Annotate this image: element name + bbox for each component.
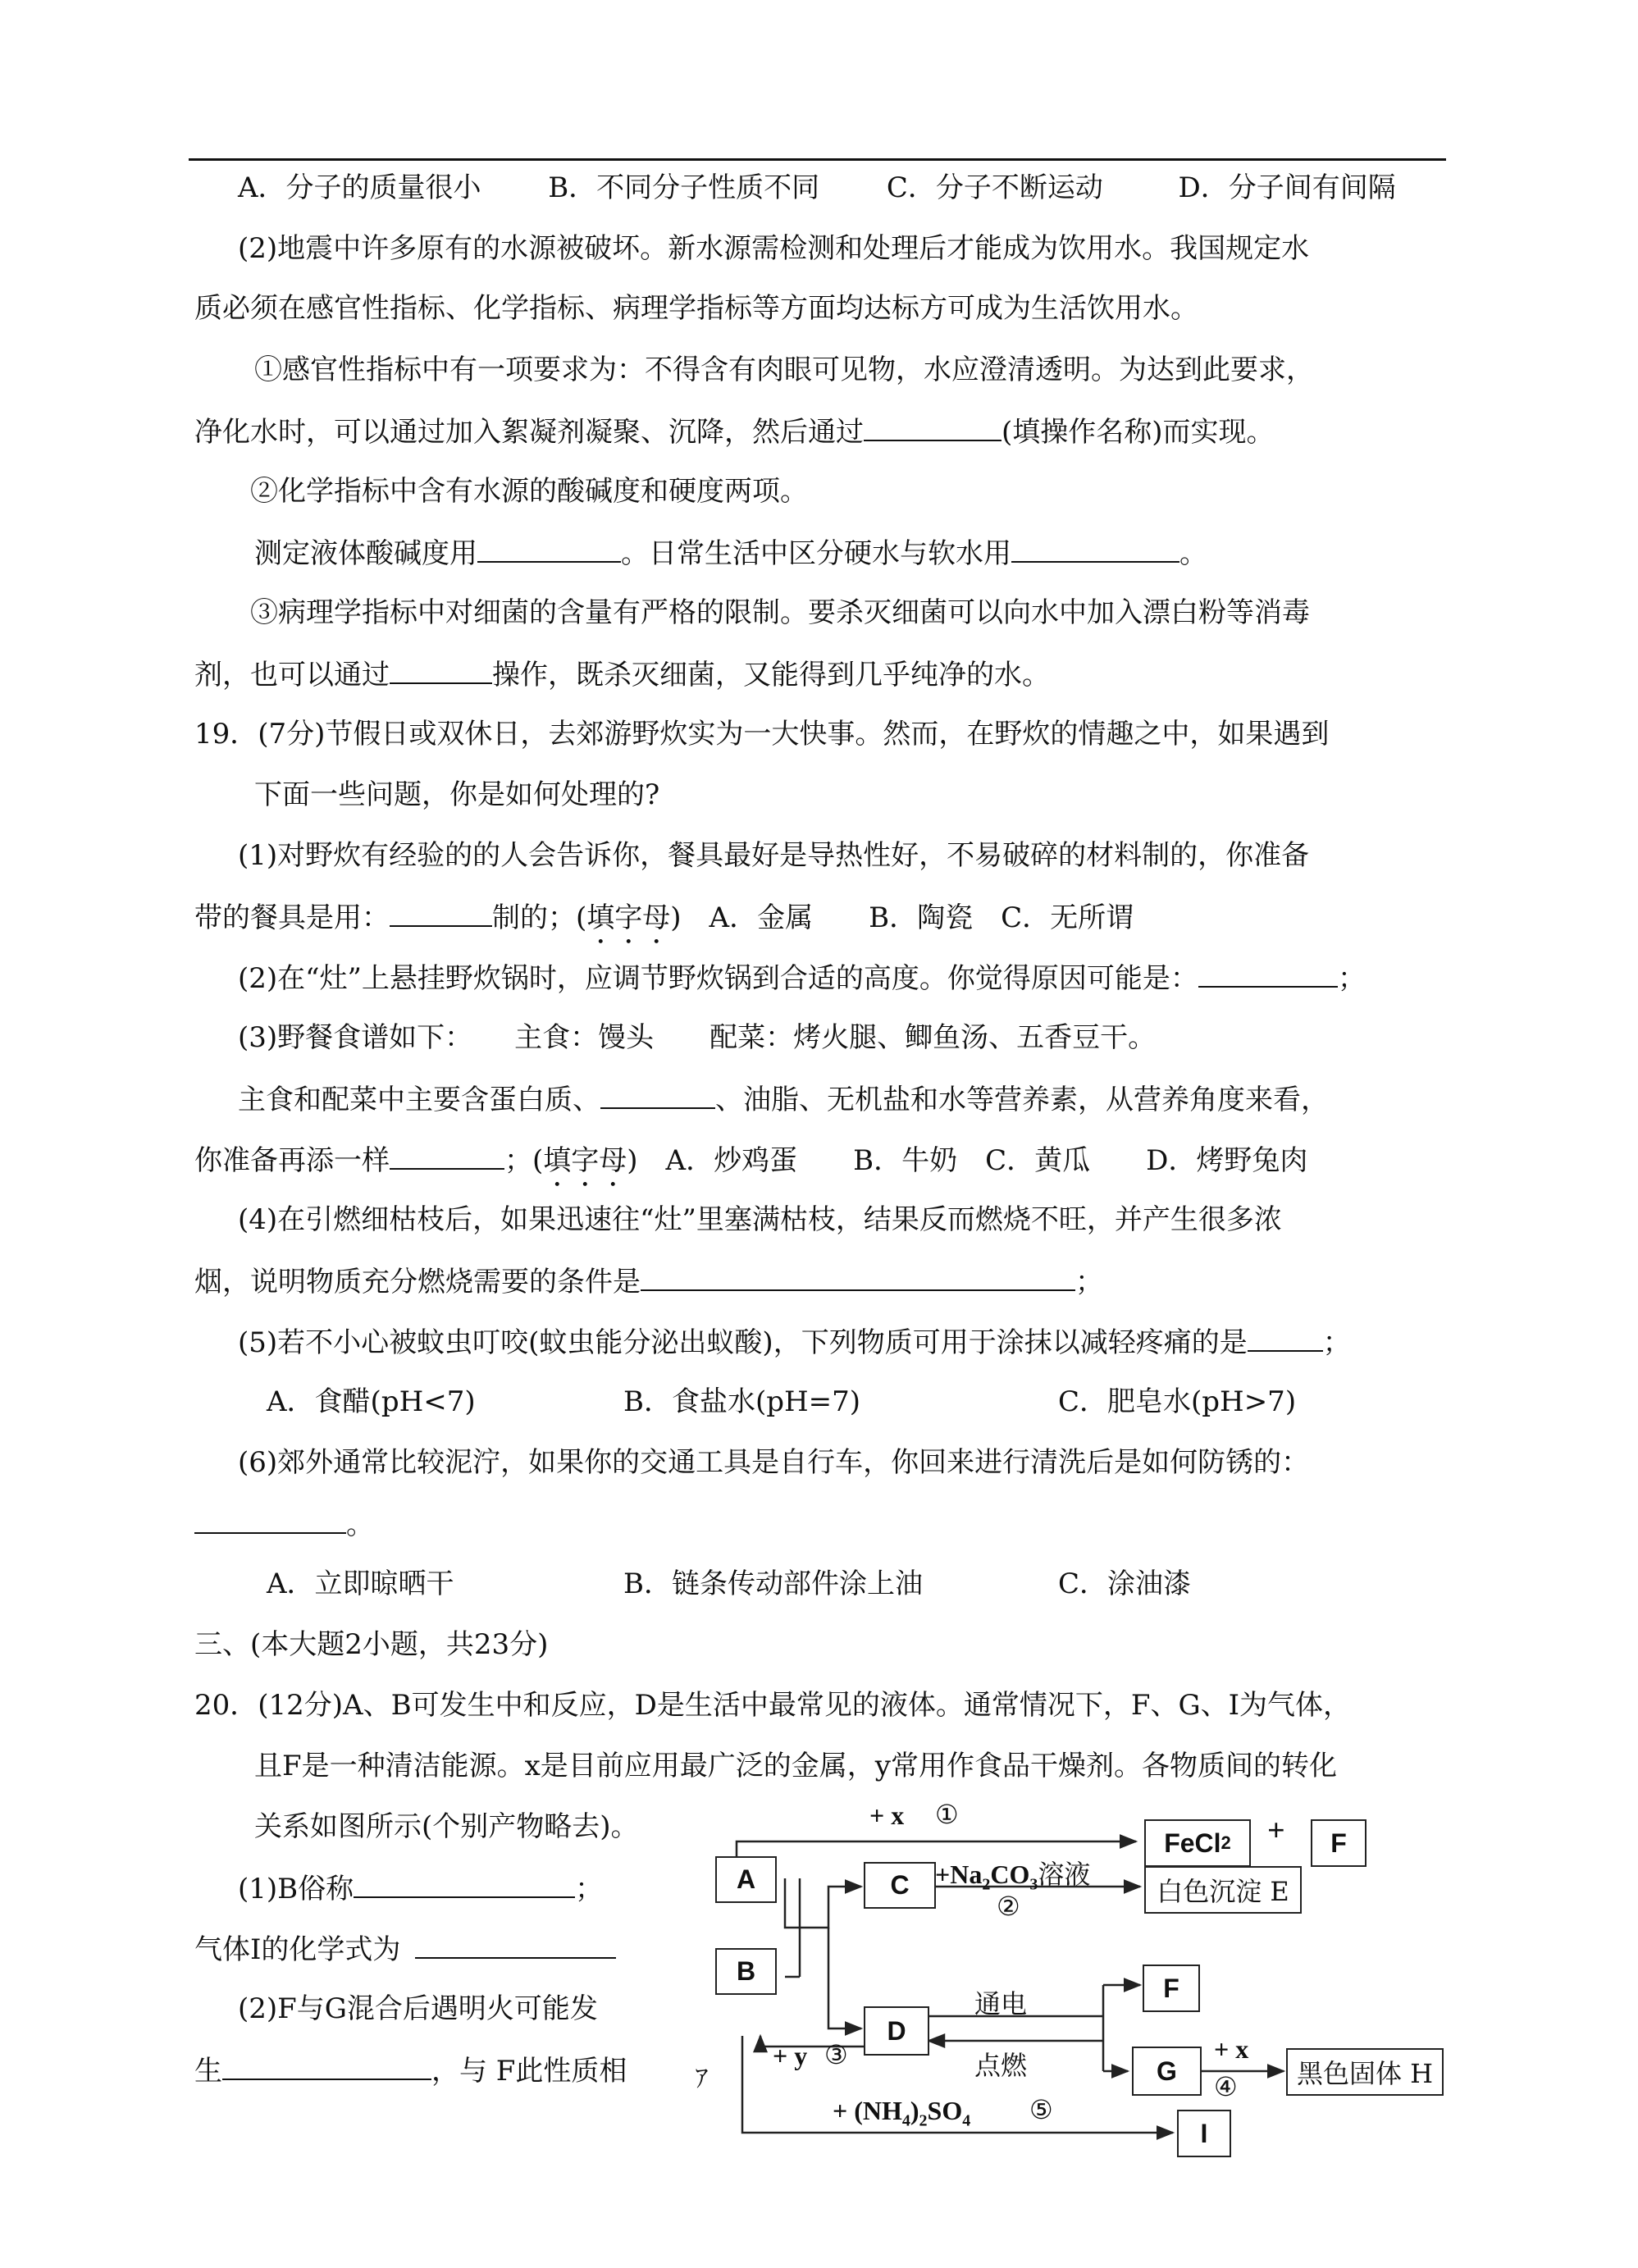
label-ammonium-sulfate: + $(NH_4)_2SO_4$ <box>833 2096 971 2130</box>
box-white-precipitate-e: 白色沉淀 E <box>1144 1866 1302 1914</box>
q19-s2: (2)在“灶”上悬挂野炊锅时，应调节野炊锅到合适的高度。你觉得原因可能是： ； <box>238 958 1366 997</box>
box-d: D <box>864 2006 929 2056</box>
box-black-solid-h: 黑色固体 H <box>1286 2048 1444 2096</box>
q20-s2-line1: (2)F与G混合后遇明火可能发 <box>238 1992 598 2025</box>
label-step-5: ⑤ <box>1029 2094 1053 2125</box>
q19-s3-line2: 主食和配菜中主要含蛋白质、 、油脂、无机盐和水等营养素，从营养角度来看， <box>238 1079 1329 1119</box>
q19-s6-option-a: A．立即晾晒干 <box>267 1568 454 1600</box>
q18-2-line2: 质必须在感官性指标、化学指标、病理学指标等方面均达标方可成为生活饮用水。 <box>194 292 1198 325</box>
q19-s4-line1: (4)在引燃细枯枝后，如果迅速往“灶”里塞满枯枝，结果反而燃烧不旺，并产生很多浓 <box>238 1203 1282 1236</box>
q20-s1-line2: 气体I的化学式为 <box>194 1929 616 1969</box>
label-ignite: 点燃 <box>974 2050 1028 2081</box>
q19-s1-line1: (1)对野炊有经验的的人会告诉你，餐具最好是导热性好，不易破碎的材料制的，你准备 <box>238 839 1310 872</box>
q19-s6-line2: 。 <box>194 1504 374 1544</box>
q20-head1: 20．(12分)A、B可发生中和反应，D是生活中最常见的液体。通常情况下，F、G、I为气体， <box>194 1689 1352 1722</box>
section-3-title: 三、(本大题2小题，共23分) <box>194 1628 549 1661</box>
option-a: A．分子的质量很小 <box>238 171 481 204</box>
label-na2co3: $+Na_2CO_3$溶液 <box>935 1859 1091 1894</box>
q20-s2-line2: 生 ，与 F此性质相 <box>194 2051 627 2090</box>
stray-mark: ｱ <box>696 2065 708 2093</box>
box-f-top: F <box>1311 1819 1367 1867</box>
q18-2-p1-line2: 净化水时，可以通过加入絮凝剂凝聚、沉降，然后通过 (填操作名称)而实现。 <box>194 412 1275 451</box>
q19-s5-option-b: B．食盐水(pH=7) <box>623 1385 861 1418</box>
box-c: C <box>864 1862 936 1909</box>
option-c: C．分子不断运动 <box>886 171 1103 204</box>
label-step-3: ③ <box>824 2039 848 2070</box>
option-d: D．分子间有间隔 <box>1178 171 1396 204</box>
q18-2-p2-line1: ②化学指标中含有水源的酸碱度和硬度两项。 <box>250 475 808 508</box>
q19-s5-line1: (5)若不小心被蚊虫叮咬(蚊虫能分泌出蚁酸)，下列物质可用于涂抹以减轻疼痛的是 ； <box>238 1322 1351 1362</box>
q18-2-p2-line2: 测定液体酸碱度用 。日常生活中区分硬水与软水用 。 <box>254 533 1207 573</box>
q18-2-p1-line1: ①感官性指标中有一项要求为：不得含有肉眼可见物，水应澄清透明。为达到此要求， <box>254 354 1314 386</box>
option-a: A．食醋(pH<7) <box>267 1385 476 1418</box>
q19-s4-line2: 烟，说明物质充分燃烧需要的条件是 ； <box>194 1262 1103 1301</box>
q18-2-line1: (2)地震中许多原有的水源被破坏。新水源需检测和处理后才能成为饮用水。我国规定水 <box>238 232 1310 265</box>
q18-2-p3-line2: 剂，也可以通过 操作，既杀灭细菌，又能得到几乎纯净的水。 <box>194 655 1050 694</box>
q19-s5-option-c: C．肥皂水(pH>7) <box>1058 1385 1297 1418</box>
label-electrolysis: 通电 <box>974 1988 1028 2019</box>
label-step-1: ① <box>935 1799 959 1830</box>
box-g: G <box>1132 2047 1202 2096</box>
q19-s3-line3: 你准备再添一样 ；(填字母) A．炒鸡蛋 B．牛奶 C．黄瓜 D．烤野兔肉 <box>194 1140 1307 1193</box>
label-plus-x-2: + x <box>1214 2034 1249 2064</box>
box-i: I <box>1177 2110 1231 2157</box>
box-f-mid: F <box>1143 1965 1200 2012</box>
q20-head2: 且F是一种清洁能源。x是目前应用最广泛的金属，y常用作食品干燥剂。各物质间的转化 <box>254 1750 1337 1782</box>
box-fecl2: FeCl 2 <box>1144 1819 1251 1867</box>
q20-s1-line1: (1)B俗称 ； <box>238 1869 603 1908</box>
q19-s1-line2: 带的餐具是用： 制的；(填字母) A．金属 B．陶瓷 C．无所谓 <box>194 897 1134 951</box>
label-plus-x-1: + x <box>869 1800 905 1830</box>
q20-head3: 关系如图所示(个别产物略去)。 <box>254 1810 639 1843</box>
q19-s6-option-b: B．链条传动部件涂上油 <box>623 1568 923 1600</box>
q19-s6-option-c: C．涂油漆 <box>1058 1568 1192 1600</box>
q18-2-p3-line1: ③病理学指标中对细菌的含量有严格的限制。要杀灭细菌可以向水中加入漂白粉等消毒 <box>250 596 1310 629</box>
label-plus-y: + y <box>773 2041 808 2070</box>
q19-s3-line1: (3)野餐食谱如下： 主食：馒头 配菜：烤火腿、鲫鱼汤、五香豆干。 <box>238 1021 1157 1054</box>
q19-head2: 下面一些问题，你是如何处理的? <box>254 778 660 811</box>
q19-s6-line1: (6)郊外通常比较泥泞，如果你的交通工具是自行车，你回来进行清洗后是如何防锈的： <box>238 1446 1310 1479</box>
label-step-4: ④ <box>1214 2071 1238 2102</box>
box-a: A <box>715 1856 777 1903</box>
q19-head1: 19．(7分)节假日或双休日，去郊游野炊实为一大快事。然而，在野炊的情趣之中，如果遇到 <box>194 718 1330 751</box>
label-plus: + <box>1267 1814 1285 1848</box>
option-b: B．不同分子性质不同 <box>548 171 820 204</box>
box-b: B <box>715 1948 777 1995</box>
label-step-2: ② <box>997 1891 1020 1922</box>
